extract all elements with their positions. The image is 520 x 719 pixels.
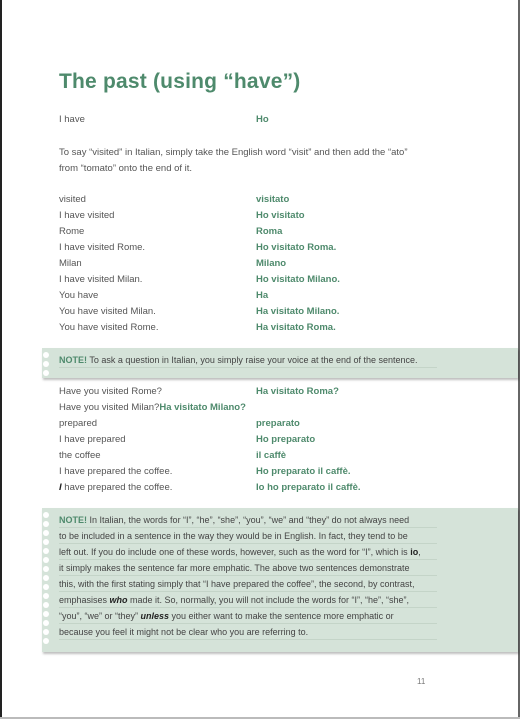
english-phrase: I have visited <box>59 210 115 221</box>
english-phrase: I have prepared <box>59 434 126 445</box>
english-phrase: You have visited Rome. <box>59 322 159 333</box>
page-title: The past (using “have”) <box>59 70 301 93</box>
binder-holes <box>42 352 50 379</box>
italian-phrase: preparato <box>256 418 300 429</box>
note-text: NOTE! In Italian, the words for “I”, “he”, “she”, “you”, “we” and “they” do not always need to be included in a sentence in the way they would be in English. In fact, they tend to be left out. If you do include one of these words, however, such as the word for “I”, which is io, it simply makes the sentence far more emphatic. The above two sentences demonstrate this, with the first stating simply that “I have prepared the coffee”, the second, by contrast, emphasises who made it. So, normally, you will not include the words for “I”, “he”, “she”, “you”, “we” or “they” unless you either want to make the sentence more emphatic or because you feel it might not be clear who you are referring to. <box>59 512 437 640</box>
phrase-row <box>59 288 439 304</box>
note-box <box>42 348 518 378</box>
phrase-row <box>59 304 439 320</box>
note-label: NOTE! <box>59 515 87 525</box>
phrase-row <box>59 320 439 336</box>
english-phrase: Have you visited Rome? <box>59 386 162 397</box>
phrase-row <box>59 208 439 224</box>
italian-phrase: Ha visitato Roma? <box>256 386 339 397</box>
italian-phrase: Ha visitato Roma. <box>256 322 336 333</box>
italian-phrase: il caffè <box>256 450 287 461</box>
english-phrase: Milan <box>59 258 82 269</box>
phrase-row <box>59 224 439 240</box>
emphasis-word: I <box>59 482 62 493</box>
italian-phrase: Roma <box>256 226 283 237</box>
phrase-row <box>59 384 439 400</box>
italian-phrase: Ha <box>256 290 269 301</box>
english-phrase: the coffee <box>59 450 101 461</box>
italian-phrase: Ho <box>256 114 269 125</box>
english-phrase: I have prepared the coffee. <box>59 482 173 493</box>
binder-holes <box>42 512 50 647</box>
english-phrase: I have visited Milan. <box>59 274 143 285</box>
english-phrase: Rome <box>59 226 85 237</box>
note-body: To ask a question in Italian, you simply raise your voice at the end of the sentence. <box>89 355 418 365</box>
emphasis-word: who <box>109 595 128 605</box>
page-edge-left <box>0 0 2 719</box>
english-phrase: Have you visited Milan?Ha visitato Milano? <box>59 402 246 413</box>
phrase-row <box>59 432 439 448</box>
intro-line: To say “visited” in Italian, simply take the English word “visit” and then add the “ato” <box>59 147 408 158</box>
italian-phrase: Ho visitato Roma. <box>256 242 337 253</box>
phrase-row <box>59 416 439 432</box>
english-phrase: I have <box>59 114 85 125</box>
emphasis-word: io <box>410 547 419 557</box>
phrase-row <box>59 480 439 496</box>
phrase-row <box>59 400 439 416</box>
phrase-row <box>59 192 439 208</box>
intro-paragraph <box>59 145 429 177</box>
english-phrase: You have <box>59 290 99 301</box>
page-number: 11 <box>417 677 426 686</box>
note-label: NOTE! <box>59 355 87 365</box>
italian-phrase: Ho visitato Milano. <box>256 274 340 285</box>
phrase-row <box>59 448 439 464</box>
english-phrase: You have visited Milan. <box>59 306 156 317</box>
english-phrase: I have prepared the coffee. <box>59 466 173 477</box>
phrase-row <box>59 272 439 288</box>
phrase-row <box>59 112 439 128</box>
italian-phrase: Ha visitato Milano. <box>256 306 340 317</box>
italian-phrase: Io ho preparato il caffè. <box>256 482 361 493</box>
italian-phrase: Ho visitato <box>256 210 305 221</box>
intro-line: from “tomato” onto the end of it. <box>59 163 193 174</box>
italian-phrase: Ho preparato <box>256 434 316 445</box>
italian-phrase: visitato <box>256 194 290 205</box>
italian-phrase: Milano <box>256 258 287 269</box>
english-phrase: prepared <box>59 418 98 429</box>
english-phrase: visited <box>59 194 86 205</box>
english-phrase: I have visited Rome. <box>59 242 146 253</box>
phrase-row <box>59 464 439 480</box>
phrase-row <box>59 256 439 272</box>
italian-phrase: Ho preparato il caffè. <box>256 466 351 477</box>
note-box <box>42 508 518 652</box>
italian-phrase: Ha visitato Milano? <box>159 402 246 413</box>
note-text <box>59 352 437 368</box>
emphasis-word: unless <box>140 611 170 621</box>
phrase-row <box>59 240 439 256</box>
